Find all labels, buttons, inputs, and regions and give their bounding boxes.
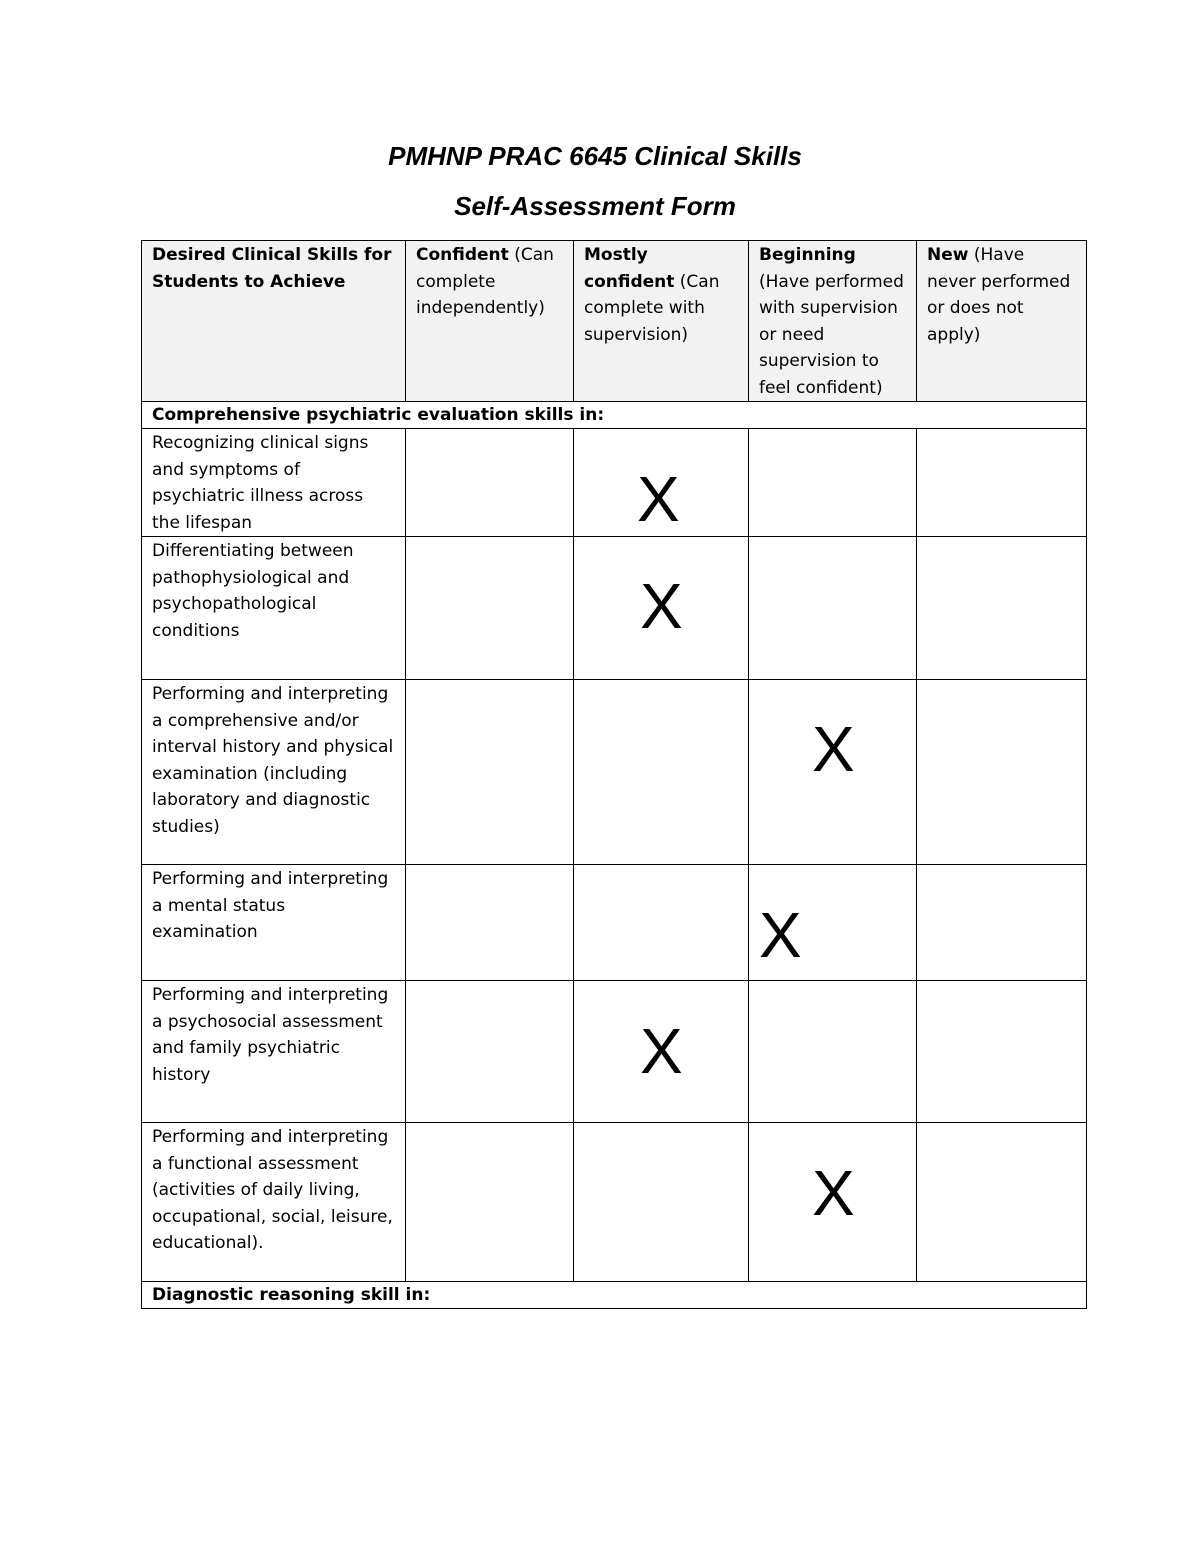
header-beginning: Beginning (Have performed with supervision or need supervision to feel confident) (749, 241, 917, 402)
form-title: PMHNP PRAC 6645 Clinical Skills (388, 141, 802, 171)
beginning-cell[interactable] (749, 981, 917, 1123)
x-mark: X (812, 1157, 855, 1229)
beginning-cell[interactable] (749, 680, 917, 865)
form-subtitle: Self-Assessment Form (454, 191, 736, 221)
table-row (142, 537, 1087, 680)
skill-cell: Performing and interpreting a comprehensive and/or interval history and physical examination (including laboratory and diagnostic studies) (142, 680, 406, 865)
confident-cell[interactable] (406, 537, 574, 680)
mostly-confident-cell[interactable] (574, 981, 749, 1123)
table-row (142, 865, 1087, 981)
skill-cell: Performing and interpreting a functional assessment (activities of daily living, occupational, social, leisure, educational). (142, 1123, 406, 1282)
x-mark: X (640, 570, 683, 642)
header-new: New (Have never performed or does not apply) (917, 241, 1087, 402)
x-mark: X (759, 899, 802, 971)
table-row (142, 429, 1087, 537)
beginning-cell[interactable] (749, 865, 917, 981)
section-row (142, 402, 1087, 429)
confident-cell[interactable] (406, 981, 574, 1123)
new-cell[interactable] (917, 981, 1087, 1123)
skill-cell: Recognizing clinical signs and symptoms of psychiatric illness across the lifespan (142, 429, 406, 537)
skill-cell: Performing and interpreting a mental status examination (142, 865, 406, 981)
table-header-row (142, 241, 1087, 402)
section-heading-diagnostic: Diagnostic reasoning skill in: (142, 1282, 1087, 1309)
new-cell[interactable] (917, 429, 1087, 537)
mostly-confident-cell[interactable] (574, 680, 749, 865)
table-row (142, 981, 1087, 1123)
table-row (142, 1123, 1087, 1282)
section-heading-comprehensive: Comprehensive psychiatric evaluation skills in: (142, 402, 1087, 429)
mostly-confident-cell[interactable] (574, 429, 749, 537)
skill-cell: Differentiating between pathophysiological and psychopathological conditions (142, 537, 406, 680)
beginning-cell[interactable] (749, 429, 917, 537)
new-cell[interactable] (917, 865, 1087, 981)
skill-cell: Performing and interpreting a psychosocial assessment and family psychiatric history (142, 981, 406, 1123)
confident-cell[interactable] (406, 680, 574, 865)
x-mark: X (640, 1015, 683, 1087)
new-cell[interactable] (917, 680, 1087, 865)
self-assessment-table (141, 240, 1087, 1309)
confident-cell[interactable] (406, 1123, 574, 1282)
mostly-confident-cell[interactable] (574, 1123, 749, 1282)
confident-cell[interactable] (406, 865, 574, 981)
new-cell[interactable] (917, 1123, 1087, 1282)
beginning-cell[interactable] (749, 1123, 917, 1282)
header-skills: Desired Clinical Skills for Students to Achieve (142, 241, 406, 402)
header-confident: Confident (Can complete independently) (406, 241, 574, 402)
section-row (142, 1282, 1087, 1309)
beginning-cell[interactable] (749, 537, 917, 680)
new-cell[interactable] (917, 537, 1087, 680)
x-mark: X (637, 463, 680, 535)
confident-cell[interactable] (406, 429, 574, 537)
x-mark: X (812, 713, 855, 785)
mostly-confident-cell[interactable] (574, 537, 749, 680)
mostly-confident-cell[interactable] (574, 865, 749, 981)
header-mostly-confident: Mostly confident (Can complete with supervision) (574, 241, 749, 402)
table-row (142, 680, 1087, 865)
